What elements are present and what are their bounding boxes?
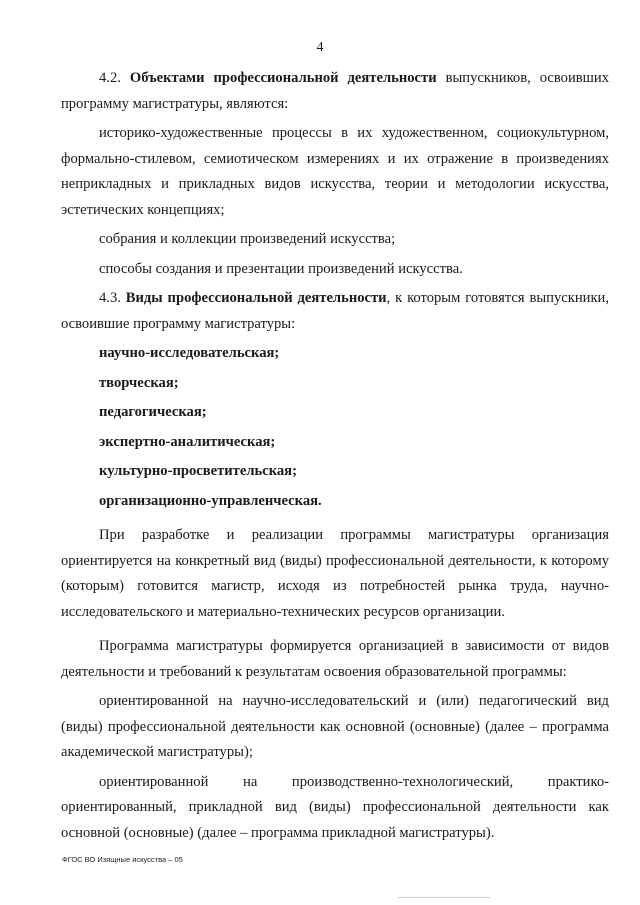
activity-type: организационно-управленческая. xyxy=(99,492,322,509)
document-body xyxy=(61,66,609,846)
section-number: 4.2. xyxy=(99,70,130,86)
section-text: выпускников, освоивших программу магистратуры, являются: xyxy=(61,70,609,112)
activity-type: научно-исследовательская; xyxy=(99,345,280,361)
list-item: собрания и коллекции произведений искусства; xyxy=(99,231,396,247)
section-title: Виды профессиональной деятельности xyxy=(125,290,387,306)
section-title: Объектами профессиональной деятельности xyxy=(129,70,437,86)
page-number: 4 xyxy=(316,40,324,55)
section-4-2-heading xyxy=(61,66,609,117)
paragraph: Программа магистратуры формируется организацией в зависимости от видов деятельности и требований к результатам освоения образовательной программы: xyxy=(61,638,609,680)
activity-type: экспертно-аналитическая; xyxy=(99,433,276,450)
section-number: 4.3. xyxy=(99,290,126,306)
activity-type: культурно-просветительская; xyxy=(99,463,297,479)
paragraph: При разработке и реализации программы магистратуры организация ориентируется на конкретный вид (виды) профессиональной деятельности, к которому (которым) готовится магистр, исходя из потребностей рынка труда, научно-исследовательского и материально-технических ресурсов организации. xyxy=(61,527,609,620)
list-item: историко-художественные процессы в их художественном, социокультурном, формально-стилевом, семиотическом измерениях и их отражение в произведениях неприкладных и прикладных видов искусства, теории и методологии искусства, эстетических концепциях; xyxy=(61,125,609,218)
paragraph: ориентированной на производственно-технологический, практико-ориентированный, прикладной вид (виды) профессиональной деятельности как основной (основные) (далее – программа прикладной магистратуры). xyxy=(61,773,609,841)
paragraph: ориентированной на научно-исследовательский и (или) педагогический вид (виды) профессиональной деятельности как основной (основные) (далее – программа академической магистратуры); xyxy=(61,693,609,760)
footer-text: ФГОС ВО Изящные искусства – 05 xyxy=(62,855,183,864)
activity-type: педагогическая; xyxy=(99,404,207,420)
section-4-3-heading xyxy=(61,286,609,337)
list-item: способы создания и презентации произведений искусства. xyxy=(99,260,463,277)
section-text: , к которым готовятся выпускники, освоившие программу магистратуры: xyxy=(61,290,609,332)
activity-type: творческая; xyxy=(99,374,179,391)
scan-artifact xyxy=(398,897,490,898)
